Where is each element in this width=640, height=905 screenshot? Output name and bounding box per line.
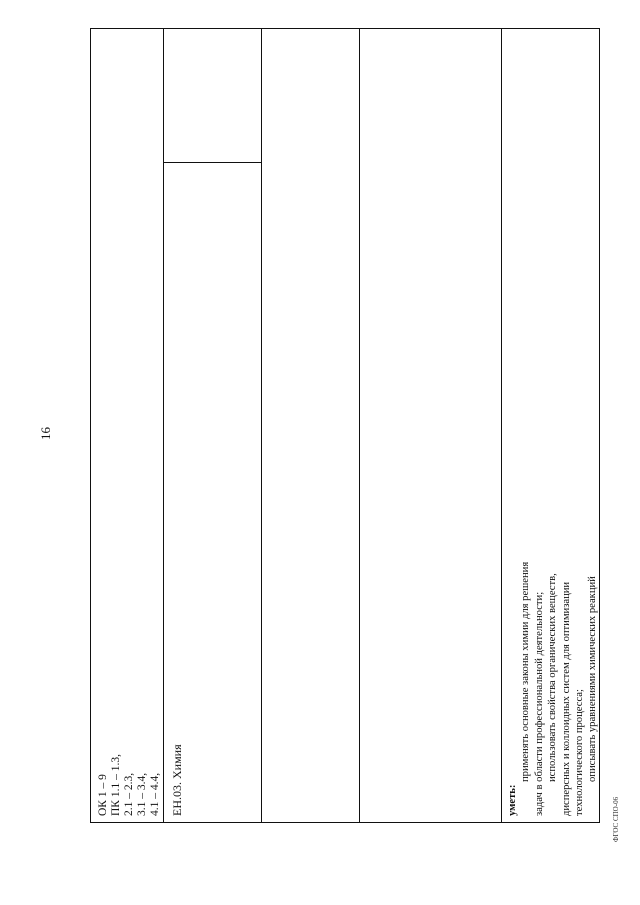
competences-cell (91, 29, 163, 822)
discipline-name: ЕН.03. Химия (170, 744, 184, 816)
rotated-table (90, 28, 600, 823)
competences-list (97, 754, 163, 816)
content-list (506, 129, 599, 816)
content-line: описывать уравнениями химических реакций (587, 576, 599, 782)
competence-line: 3.1 – 3.4, (136, 772, 148, 816)
content-line: использовать свойства органических веществ, (547, 573, 559, 782)
discipline-cell (163, 29, 261, 822)
empty-cell (164, 29, 261, 162)
competence-line: 2.1 – 2.3, (123, 772, 135, 816)
content-cell (501, 29, 599, 822)
competence-line: 4.1 – 4.4, (149, 772, 161, 816)
competence-line: ОК 1 – 9 (97, 774, 109, 816)
curriculum-table (90, 28, 600, 823)
footer-code: ФГОС СПО-06 (612, 796, 620, 842)
section-heading: уметь: (507, 784, 518, 816)
discipline-name-cell (164, 162, 261, 822)
empty-column-2 (359, 29, 501, 822)
content-line: задач в области профессиональной деятельности; (533, 591, 545, 816)
empty-column-1 (261, 29, 359, 822)
content-line: технологического процесса; (574, 689, 586, 816)
page-number: 16 (38, 427, 53, 440)
competence-line: ПК 1.1 – 1.3, (110, 754, 122, 816)
content-line: дисперсных и коллоидных систем для оптимизации (560, 581, 572, 816)
content-line: применять основные законы химии для решения (520, 561, 532, 782)
